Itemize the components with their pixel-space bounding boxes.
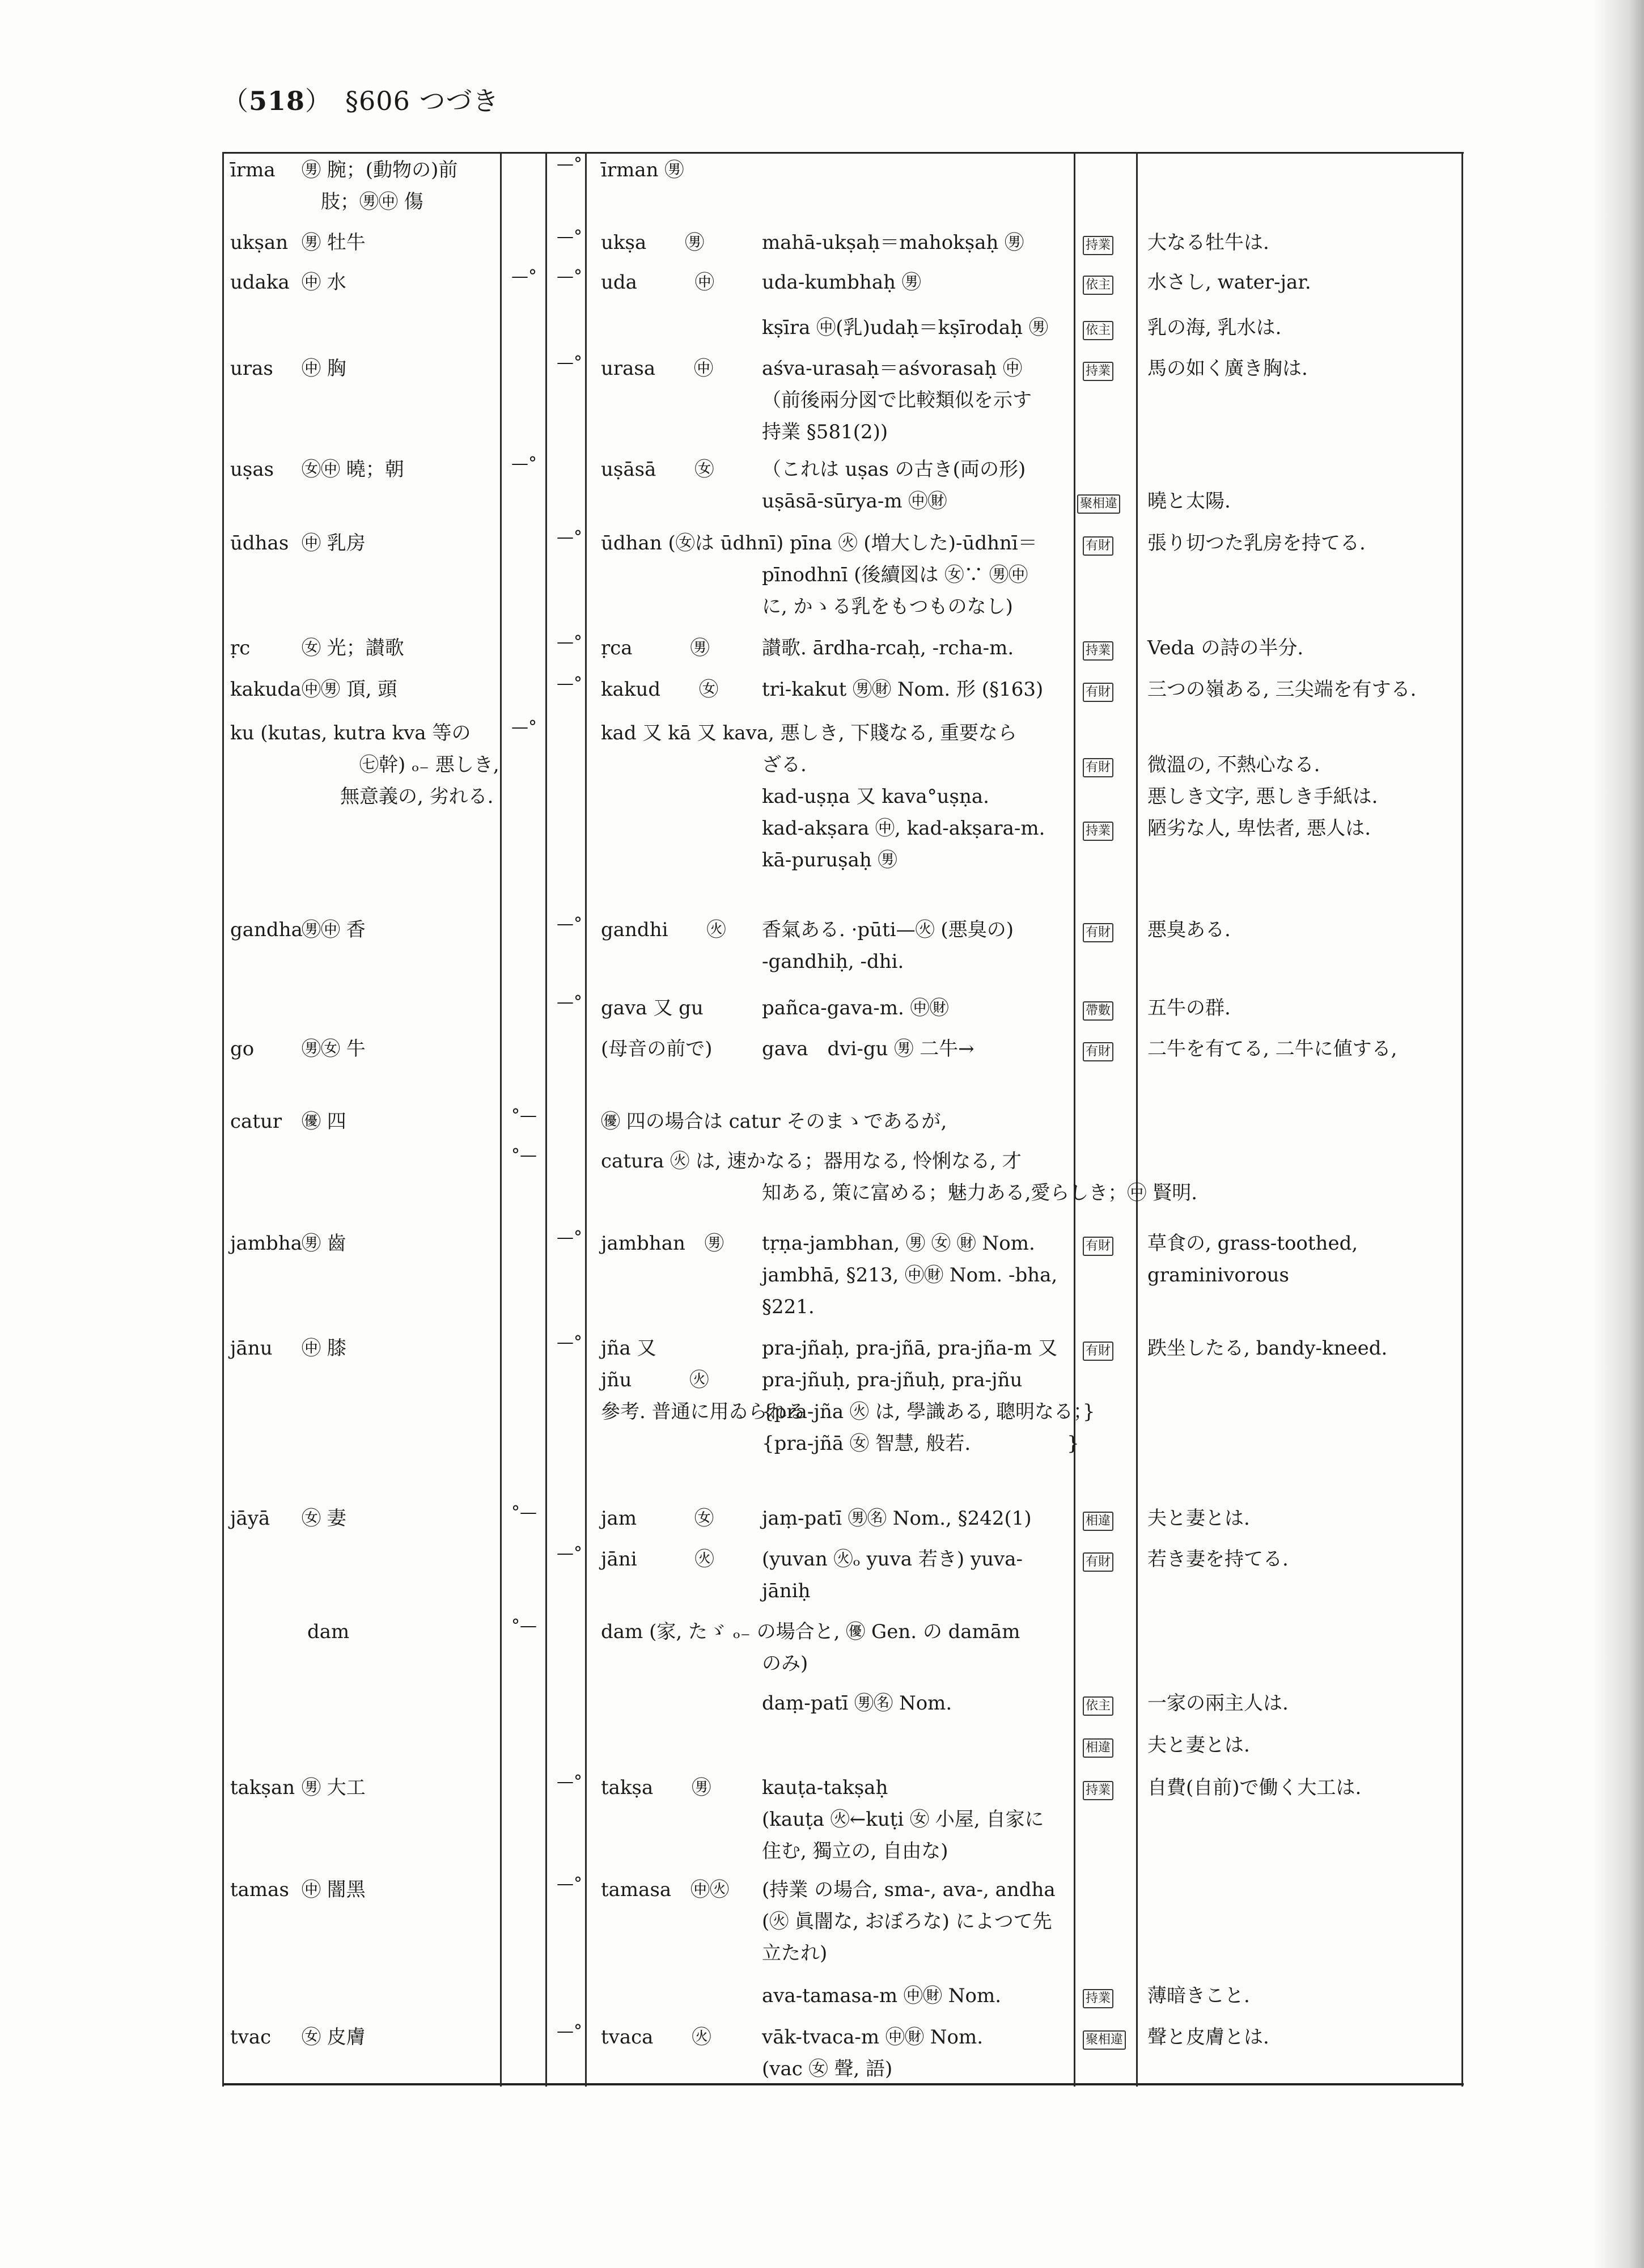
compound-form: kakud ㊛: [601, 678, 719, 701]
example-compound: 立たれ): [762, 1942, 828, 1965]
compound-type-tag: 持業: [1083, 236, 1113, 255]
headword: go: [230, 1038, 255, 1060]
headword: jānu: [230, 1337, 273, 1360]
headword-meaning: ㊚ 牡牛: [302, 231, 366, 254]
compound-type: [1083, 1687, 1113, 1719]
translation: 張り切つた乳房を持てる.: [1147, 532, 1366, 555]
headword-meaning: ㊛ 光；讃歌: [302, 637, 404, 659]
headword: ukṣan: [230, 231, 289, 254]
position-mark-suffix: —°: [557, 674, 582, 693]
example-compound: (持業 の場合, sma-, ava-, andha: [762, 1878, 1056, 1901]
compound-form: jam ㊛: [601, 1507, 714, 1530]
example-compound: ざる.: [762, 754, 807, 776]
position-mark-prefix: —°: [511, 266, 537, 286]
col-divider-6: [1461, 152, 1463, 2087]
position-mark-suffix: —°: [557, 1332, 582, 1352]
example-compound: jāniḥ: [762, 1580, 811, 1602]
headword-meaning: 無意義の, 劣れる.: [302, 785, 494, 808]
example-compound: tri-kakut ㊚㊖ Nom. 形 (§163): [762, 678, 1044, 701]
compound-form: gandhi ㊋: [601, 919, 726, 941]
compound-form: īrman ㊚: [601, 159, 684, 181]
position-mark-suffix: —°: [557, 353, 582, 373]
compound-form: ㊝ 四の場合は catur そのまゝであるが,: [601, 1110, 947, 1133]
example-compound: 持業 §581(2)): [762, 421, 888, 443]
translation: 夫と妻とは.: [1147, 1734, 1250, 1757]
headword-meaning: ㊝ 四: [302, 1110, 346, 1133]
headword: tamas: [230, 1878, 289, 1901]
col-divider-2: [545, 152, 547, 2087]
example-compound: pra-jñuḥ, pra-jñuḥ, pra-jñu: [762, 1369, 1023, 1391]
headword-meaning: ㊚ 腕；(動物の)前: [302, 159, 458, 181]
compound-type: [1083, 749, 1113, 781]
compound-type: [1083, 914, 1113, 946]
compound-form: tvaca ㊋: [601, 2026, 711, 2049]
compound-type-tag: 有財: [1083, 758, 1113, 777]
example-compound: §221.: [762, 1296, 815, 1318]
headword-meaning: ㊚ 大工: [302, 1776, 366, 1799]
compound-type: [1083, 674, 1113, 705]
headword: jāyā: [230, 1507, 270, 1530]
headword-meaning: 肢；㊚㊥ 傷: [302, 191, 423, 213]
compound-form: urasa ㊥: [601, 357, 714, 380]
headword: īrma: [230, 159, 276, 181]
compound-type: [1083, 1543, 1113, 1575]
example-compound: uṣāsā-sūrya-m ㊥㊖: [762, 490, 947, 513]
compound-type-tag: 有財: [1083, 923, 1113, 942]
translation: 草食の, grass-toothed,: [1147, 1232, 1358, 1255]
compound-form: jñu ㊋: [601, 1369, 709, 1391]
position-mark-suffix: —°: [557, 632, 582, 652]
example-compound: uda-kumbhaḥ ㊚: [762, 271, 921, 294]
headword: ṛc: [230, 637, 251, 659]
example-compound: vāk-tvaca-m ㊥㊖ Nom.: [762, 2026, 984, 2049]
headword-meaning: ㊥ 乳房: [302, 532, 366, 555]
translation: 三つの嶺ある, 三尖端を有する.: [1147, 678, 1417, 701]
position-mark-suffix: —°: [557, 2021, 582, 2041]
example-compound: kad-akṣara ㊥, kad-akṣara-m.: [762, 817, 1045, 840]
compound-type-tag: 持業: [1083, 1989, 1113, 2008]
translation: Veda の詩の半分.: [1147, 637, 1304, 659]
col-divider-3: [585, 152, 587, 2087]
table-top-rule: [222, 152, 1464, 154]
translation: 薄暗きこと.: [1147, 1984, 1250, 2007]
compound-type: [1083, 1503, 1113, 1534]
translation: 二牛を有てる, 二牛に値する,: [1147, 1038, 1397, 1060]
compound-type-tag: 相違: [1083, 1512, 1113, 1531]
compound-type: [1083, 1033, 1113, 1065]
example-compound: 讃歌. ārdha-rcaḥ, -rcha-m.: [762, 637, 1014, 659]
compound-type-tag: 相違: [1083, 1738, 1113, 1758]
example-compound: tṛṇa-jambhan, ㊚ ㊛ ㊖ Nom.: [762, 1232, 1035, 1255]
section-title: §606 つづき: [345, 86, 499, 116]
headword-meaning: ㊚㊛ 牛: [302, 1038, 366, 1060]
translation: 曉と太陽.: [1147, 490, 1231, 513]
headword: ūdhas: [230, 532, 289, 555]
example-compound: kad-uṣṇa 又 kava°uṣṇa.: [762, 785, 989, 808]
example-compound: {pra-jña ㊋ は, 學識ある, 聰明なる；}: [762, 1400, 1095, 1423]
example-compound: aśva-urasaḥ＝aśvorasaḥ ㊥: [762, 357, 1023, 380]
headword-meaning: ㊛ 妻: [302, 1507, 346, 1530]
headword: uṣas: [230, 458, 274, 481]
compound-type-tag: 有財: [1083, 536, 1113, 556]
compound-form: ūdhan (㊛は ūdhnī) pīna ㊋ (増大した)-ūdhnī＝: [601, 532, 1037, 555]
headword-meaning: ㊆幹) ₒ₋ 悪しき,: [302, 754, 499, 776]
compound-type-tag: 帶數: [1083, 1001, 1113, 1021]
dictionary-table: [222, 152, 1464, 2087]
translation: 馬の如く廣き胸は.: [1147, 357, 1308, 380]
compound-form: tamasa ㊥㊋: [601, 1878, 730, 1901]
compound-form: ukṣa ㊚: [601, 231, 705, 254]
compound-type: [1083, 1980, 1113, 2012]
compound-type-tag: 有財: [1083, 1042, 1113, 1061]
headword-meaning: ㊛ 皮膚: [302, 2026, 366, 2049]
position-mark-prefix: —°: [511, 454, 537, 473]
compound-type: [1083, 1729, 1113, 1761]
compound-type-tag: 依主: [1083, 321, 1113, 340]
headword: takṣan: [230, 1776, 295, 1799]
headword: catur: [230, 1110, 282, 1133]
translation: 乳の海, 乳水は.: [1147, 316, 1282, 339]
headword-meaning: ㊛㊥ 曉；朝: [302, 458, 404, 481]
translation: 大なる牡牛は.: [1147, 231, 1269, 254]
headword-meaning: ㊥ 闇黑: [302, 1878, 366, 1901]
headword-meaning: ㊥ 水: [302, 271, 346, 294]
translation: 微溫の, 不熱心なる.: [1147, 754, 1320, 776]
position-mark-prefix: —°: [511, 717, 537, 737]
translation: 悪臭ある.: [1147, 919, 1231, 941]
page-number: 518: [249, 86, 306, 116]
translation: graminivorous: [1147, 1264, 1289, 1287]
headword-meaning: ㊥㊚ 頂, 頭: [302, 678, 397, 701]
compound-type-tag: 持業: [1083, 641, 1113, 661]
translation: 自費(自前)で働く大工は.: [1147, 1776, 1362, 1799]
compound-type: [1083, 1228, 1113, 1259]
translation: 水さし, water-jar.: [1147, 271, 1311, 294]
compound-type-tag: 持業: [1083, 1781, 1113, 1800]
compound-form: dam (家, たゞ ₒ₋ の場合と, ㊝ Gen. の damām: [601, 1620, 1020, 1643]
compound-type: [1083, 1332, 1113, 1364]
example-compound: (kauṭa ㊋←kuṭi ㊛ 小屋, 自家に: [762, 1808, 1044, 1831]
example-compound: 知ある, 策に富める；魅力ある,愛らしき；㊥ 賢明.: [762, 1182, 1198, 1204]
compound-type: [1083, 527, 1113, 559]
compound-type-tag: 有財: [1083, 683, 1113, 702]
compound-type-tag: 有財: [1083, 1552, 1113, 1572]
example-compound: 住む, 獨立の, 自由な): [762, 1840, 948, 1863]
headword: udaka: [230, 271, 290, 294]
compound-type: [1083, 266, 1113, 298]
compound-form: kad 又 kā 又 kava, 悪しき, 下賤なる, 重要なら: [601, 722, 1017, 744]
position-mark-suffix: —°: [557, 527, 582, 547]
position-mark-prefix: °—: [511, 1616, 537, 1636]
position-mark-suffix: —°: [557, 154, 582, 174]
example-compound: pañca-gava-m. ㊥㊖: [762, 997, 949, 1019]
compound-type-tag: 依主: [1083, 1696, 1113, 1716]
position-mark-suffix: —°: [557, 1228, 582, 1247]
compound-type-tag: 聚相違: [1077, 494, 1120, 514]
position-mark-suffix: —°: [557, 227, 582, 247]
position-mark-suffix: —°: [557, 1772, 582, 1792]
example-compound: に, かゝる乳をもつものなし): [762, 595, 1013, 618]
example-compound: ava-tamasa-m ㊥㊖ Nom.: [762, 1984, 1002, 2007]
compound-type-tag: 持業: [1083, 362, 1113, 381]
compound-form: uda ㊥: [601, 271, 714, 294]
compound-type-tag: 有財: [1083, 1342, 1113, 1361]
headword: gandha: [230, 919, 303, 941]
headword-meaning: ㊥ 膝: [302, 1337, 346, 1360]
col-divider-0: [222, 152, 224, 2087]
position-mark-suffix: —°: [557, 1874, 582, 1894]
position-mark-suffix: —°: [557, 266, 582, 286]
headword-meaning: ㊚㊥ 香: [302, 919, 366, 941]
headword: ku (kutas, kutra kva 等の: [230, 722, 471, 744]
position-mark-suffix: —°: [557, 914, 582, 934]
compound-form: catura ㊋ は, 速かなる；器用なる, 怜悧なる, 才: [601, 1150, 1022, 1173]
compound-form: jambhan ㊚: [601, 1232, 724, 1255]
compound-form: gava 又 gu: [601, 997, 704, 1019]
compound-form: jña 又: [601, 1337, 656, 1360]
translation: 一家の兩主人は.: [1147, 1692, 1289, 1715]
example-compound: mahā-ukṣaḥ＝mahokṣaḥ ㊚: [762, 231, 1024, 254]
position-mark-prefix: °—: [511, 1145, 537, 1165]
translation: 陋劣な人, 卑怯者, 悪人は.: [1147, 817, 1371, 840]
example-compound: のみ): [762, 1652, 808, 1675]
example-compound: -gandhiḥ, -dhi.: [762, 950, 904, 973]
compound-type: [1083, 813, 1113, 844]
translation: 聲と皮膚とは.: [1147, 2026, 1269, 2049]
example-compound: kā-puruṣaḥ ㊚: [762, 849, 897, 871]
compound-type-tag: 依主: [1083, 276, 1113, 295]
example-compound: kauṭa-takṣaḥ: [762, 1776, 888, 1799]
headword: kakuda: [230, 678, 302, 701]
compound-type: [1083, 632, 1113, 664]
example-compound: pra-jñaḥ, pra-jñā, pra-jña-m 又: [762, 1337, 1058, 1360]
compound-form: jāni ㊋: [601, 1548, 714, 1571]
compound-type: [1083, 227, 1113, 259]
example-compound: kṣīra ㊥(乳)udaḥ＝kṣīrodaḥ ㊚: [762, 316, 1049, 339]
example-compound: （これは uṣas の古き(両の形): [762, 458, 1026, 481]
col-divider-1: [500, 152, 502, 2087]
compound-type: [1077, 485, 1120, 517]
position-mark-prefix: °—: [511, 1503, 537, 1522]
compound-type: [1083, 2021, 1126, 2053]
col-divider-5: [1136, 152, 1138, 2087]
translation: 五牛の群.: [1147, 997, 1231, 1019]
headword: jambha: [230, 1232, 302, 1255]
compound-type: [1083, 992, 1113, 1024]
headword: tvac: [230, 2026, 272, 2049]
position-mark-suffix: —°: [557, 1543, 582, 1563]
headword-meaning: ㊚ 齒: [302, 1232, 346, 1255]
example-compound: 香氣ある. ·pūti—㊋ (悪臭の): [762, 919, 1014, 941]
headword: dam: [230, 1620, 350, 1643]
col-divider-4: [1074, 152, 1075, 2087]
compound-type: [1083, 1772, 1113, 1804]
example-compound: jambhā, §213, ㊥㊖ Nom. -bha,: [762, 1264, 1058, 1287]
example-compound: daṃ-patī ㊚㊔ Nom.: [762, 1692, 952, 1715]
example-compound: gava dvi-gu ㊚ 二牛→: [762, 1038, 974, 1060]
example-compound: jaṃ-patī ㊚㊔ Nom., §242(1): [762, 1507, 1032, 1530]
compound-type-tag: 持業: [1083, 822, 1113, 841]
translation: 悪しき文字, 悪しき手紙は.: [1147, 785, 1378, 808]
example-compound: (vac ㊛ 聲, 語): [762, 2058, 893, 2080]
compound-form: uṣāsā ㊛: [601, 458, 714, 481]
position-mark-suffix: —°: [557, 992, 582, 1012]
compound-type: [1083, 312, 1113, 344]
position-mark-prefix: °—: [511, 1106, 537, 1125]
compound-type: [1083, 353, 1113, 384]
translation: 跌坐したる, bandy-kneed.: [1147, 1337, 1388, 1360]
compound-form: ṛca ㊚: [601, 637, 710, 659]
compound-type-tag: 聚相違: [1083, 2030, 1126, 2050]
compound-form: 參考. 普通に用ゐられる: [601, 1400, 806, 1423]
translation: 若き妻を持てる.: [1147, 1548, 1289, 1571]
headword-meaning: ㊥ 胸: [302, 357, 346, 380]
compound-type-tag: 有財: [1083, 1237, 1113, 1256]
headword: uras: [230, 357, 273, 380]
example-compound: {pra-jñā ㊛ 智慧, 般若. }: [762, 1432, 1079, 1455]
translation: 夫と妻とは.: [1147, 1507, 1250, 1530]
example-compound: (㊋ 眞闇な, おぼろな) によつて先: [762, 1910, 1052, 1933]
example-compound: pīnodhnī (後續図は ㊛∵ ㊚㊥: [762, 564, 1028, 586]
page-header: （518） §606 つづき: [222, 86, 499, 116]
compound-form: takṣa ㊚: [601, 1776, 711, 1799]
example-compound: (yuvan ㊋ₒ yuva 若き) yuva-: [762, 1548, 1023, 1571]
compound-form: (母音の前で): [601, 1038, 713, 1060]
page-edge-shadow: [1593, 0, 1644, 2268]
example-compound: （前後兩分図で比較類似を示す: [762, 389, 1032, 412]
